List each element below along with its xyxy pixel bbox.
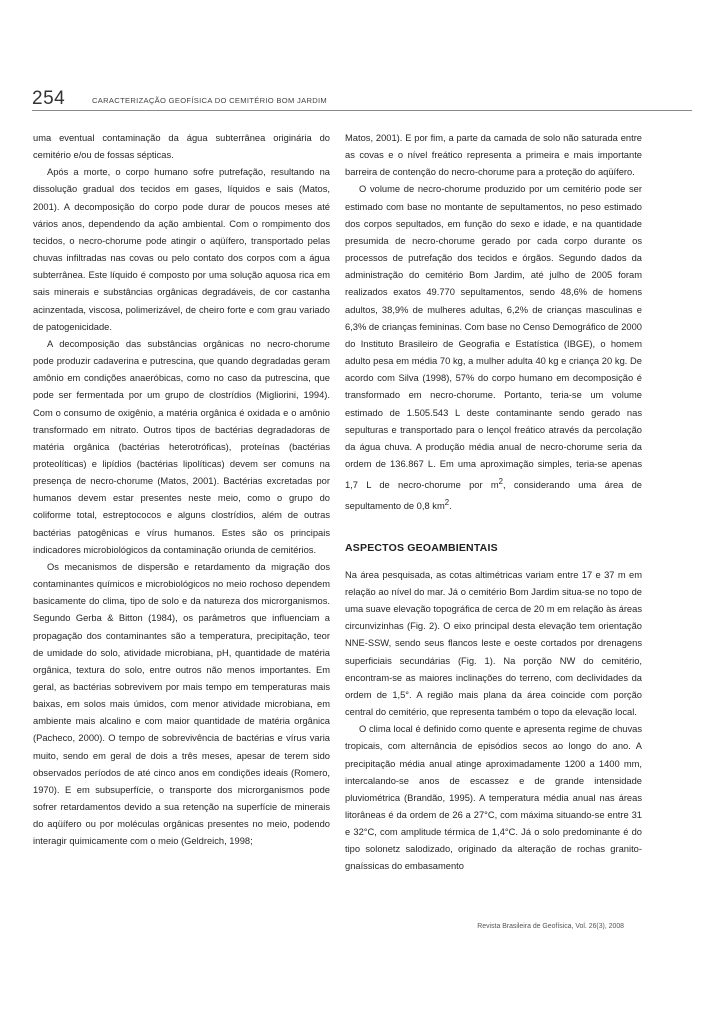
paragraph-text: . — [449, 501, 452, 512]
paragraph: uma eventual contaminação da água subterrânea originária do cemitério e/ou de fossas sépticas. — [33, 133, 330, 161]
left-column — [33, 130, 330, 851]
paragraph: Os mecanismos de dispersão e retardamento da migração dos contaminantes químicos e microbiológicos no meio rochoso dependem basicamente do clima, tipo de solo e da natureza dos microrganismos. Segundo Gerba & Bitton (1984), os parâmetros que influenciam a propagação dos contaminantes são a temperatura, precipitação, teor de umidade do solo, atividade microbiana, pH, quantidade de matéria orgânica, textura do solo, entre outros não menos importantes. Em geral, as bactérias sobrevivem por mais tempo em temperaturas mais baixas, em solos mais úmidos, com menor atividade microbiana, em ambiente mais alcalino e com maior quantidade de matéria orgânica (Pacheco, 2000). O tempo de sobrevivência de bactérias e vírus varia muito, sendo em geral de dois a três meses, apesar de terem sido observados períodos de até cinco anos em condições ideais (Romero, 1970). E em subsuperfície, o transporte dos microrganismos pode sofrer retardamentos devido a sua retenção na superfície de minerais do aqüífero ou por moléculas orgânicas presentes no meio, podendo interagir quimicamente com o meio (Geldreich, 1998; — [33, 561, 330, 847]
superscript: 2 — [444, 498, 450, 508]
paragraph-text: O volume de necro-chorume produzido por um cemitério pode ser estimado com base no montante de sepultamentos, no peso estimado dos corpos sepultados, em função do sexo e idade, e na quantidade presumida de necro-chorume gerado por cada corpo durante os processos de putrefação dos tecidos e órgãos. Segundo dados da administração do cemitério Bom Jardim, até julho de 2005 foram realizados exatos 49.770 sepultamentos, sendo 48,6% de homens adultos, 38,9% de mulheres adultas, 6,2% de crianças masculinas e 6,3% de crianças femininas. Com base no Censo Demográfico de 2000 do Instituto Brasileiro de Geografia e Estatística (IBGE), o homem adulto pesa em média 70 kg, a mulher adulta 40 kg e criança 20 kg. De acordo com Silva (1998), 57% do corpo humano em decomposição é transformado em necro-chorume. Portanto, teria-se um volume estimado de 1.505.543 L deste contaminante sendo gerado nas sepulturas e transportado para o lençol freático através da percolação da água chuva. A produção média anual de necro-chorume seria da ordem de 136.867 L. Em uma aproximação simples, teria-se apenas 1,7 L de necro-chorume por m — [345, 184, 642, 491]
page-header — [32, 88, 692, 112]
superscript: 2 — [498, 477, 503, 487]
paragraph: A decomposição das substâncias orgânicas no necro-chorume pode produzir cadaverina e putrescina, que quando degradadas geram amônio em condições anaeróbicas, como no caso da putrescina, que pode ser fermentada por um grupo de clostrídios (Migliorini, 1994). Com o consumo de oxigênio, a matéria orgânica é oxidada e o amônio transformado em nitrato. Outros tipos de bactérias degradadoras de matéria orgânica (bactérias heterotróficas), proteínas (bactérias proteolíticas) e lipídios (bactérias lipolíticas) devem ser comuns na presença de necro-chorume (Matos, 2001). Bactérias excretadas por humanos devem estar presentes neste meio, como o grupo do coliforme total, estreptococos e alguns clostrídios, além de outras bactérias patogênicas e vírus humanos. Estes são os principais indicadores microbiológicos da contaminação oriunda de cemitérios. — [33, 338, 330, 555]
paragraph-volume-estimate — [345, 181, 642, 515]
paragraph: Na área pesquisada, as cotas altimétricas variam entre 17 e 37 m em relação ao nível do mar. Já o cemitério Bom Jardim situa-se no topo de uma suave elevação topográfica de cerca de 20 m em relação às áreas circunvizinhas (Fig. 2). O eixo principal desta elevação tem orientação NNE-SSW, sendo seus flancos leste e oeste cortados por drenagens superficiais secundárias (Fig. 1). Na porção NW do cemitério, encontram-se as maiores inclinações do terreno, com declividades da ordem de 1,5°. A região mais plana da área coincide com porção central do cemitério, que representa também o topo da elevação local. — [345, 569, 642, 718]
right-column — [345, 130, 642, 876]
section-heading: ASPECTOS GEOAMBIENTAIS — [345, 541, 498, 554]
page-number: 254 — [32, 88, 66, 109]
header-rule — [32, 110, 692, 111]
paragraph: O clima local é definido como quente e apresenta regime de chuvas tropicais, com alternância de episódios secos ao longo do ano. A precipitação média anual atinge aproximadamente 1200 a 1400 mm, intercalando-se anos de escassez e de grande intensidade pluviométrica (Brandão, 1995). A temperatura média anual nas áreas litorâneas é da ordem de 26 a 27°C, com máxima situando-se entre 31 e 32°C, com amplitude térmica de 1,4°C. Já o solo predominante é do tipo solonetz salodizado, originado da alteração de rochas granito-gnaíssicas do embasamento — [345, 724, 642, 872]
paragraph: Matos, 2001). E por fim, a parte da camada de solo não saturada entre as covas e o nível freático representa a primeira e mais importante barreira de contenção do necro-chorume para a proteção do aqüífero. — [345, 133, 642, 178]
journal-footer: Revista Brasileira de Geofísica, Vol. 26(3), 2008 — [477, 923, 624, 930]
running-title: CARACTERIZAÇÃO GEOFÍSICA DO CEMITÉRIO BOM JARDIM — [92, 96, 328, 105]
paragraph-text: , considerando uma área de sepultamento de 0,8 km — [345, 480, 642, 512]
paragraph: Após a morte, o corpo humano sofre putrefação, resultando na dissolução gradual dos tecidos em gases, líquidos e sais (Matos, 2001). A decomposição do corpo pode durar de poucos meses até vários anos, dependendo da ação ambiental. Com o rompimento dos tecidos, o necro-chorume pode atingir o aqüífero, transportado pelas chuvas infiltradas nas covas ou pelo contato dos corpos com a água subterrânea. Este líquido é composto por uma solução aquosa rica em sais minerais e substâncias orgânicas degradáveis, de cor castanha acinzentada, viscosa, polimerizável, de cheiro forte e com grau variado de patogenicidade. — [33, 167, 330, 332]
